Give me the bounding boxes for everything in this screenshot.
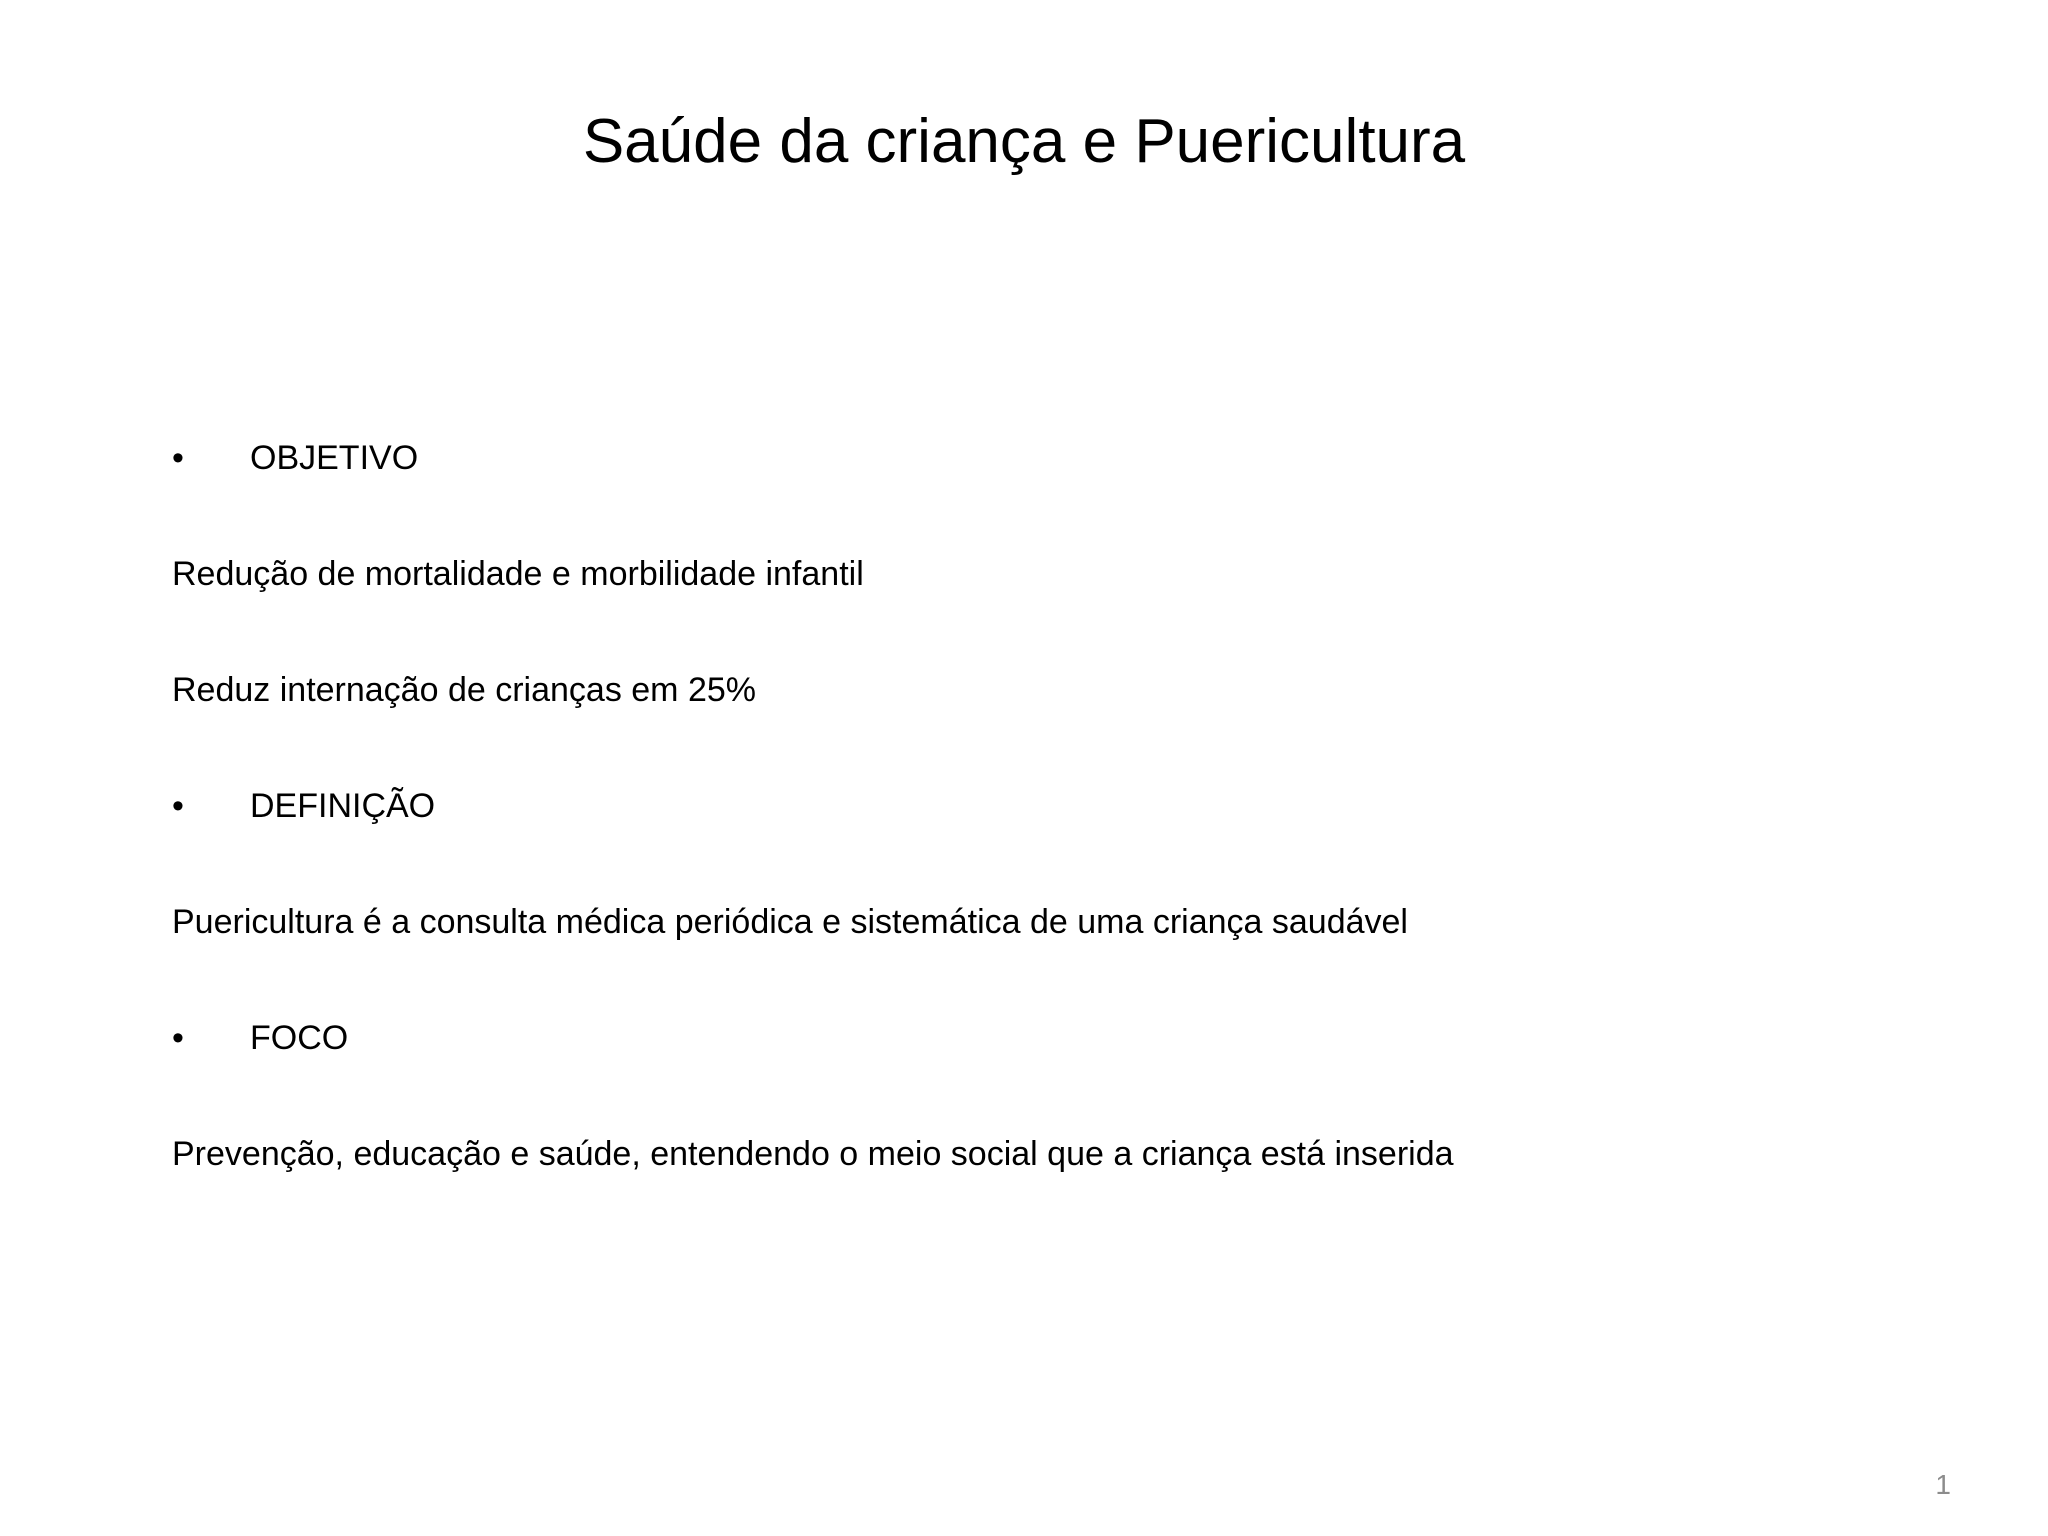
slide-title: Saúde da criança e Puericultura <box>582 107 1466 176</box>
body-text-line: Redução de mortalidade e morbilidade infantil <box>172 555 864 593</box>
body-text-line: Puericultura é a consulta médica periódica e sistemática de uma criança saudável <box>172 903 1408 941</box>
bullet-icon: • <box>172 439 184 477</box>
body-text-line: Reduz internação de crianças em 25% <box>172 671 756 709</box>
bullet-icon: • <box>172 787 184 825</box>
bullet-label: FOCO <box>250 1019 349 1057</box>
bullet-icon: • <box>172 1019 184 1057</box>
body-text-line: Prevenção, educação e saúde, entendendo o meio social que a criança está inserida <box>172 1135 1454 1173</box>
bullet-objetivo <box>172 428 1972 544</box>
bullet-label: DEFINIÇÃO <box>250 787 436 825</box>
bullet-label: OBJETIVO <box>250 439 419 477</box>
slide-body <box>172 428 1972 1240</box>
bullet-foco <box>172 1008 1972 1124</box>
page-number: 1 <box>1935 1469 1951 1500</box>
bullet-definicao <box>172 776 1972 892</box>
